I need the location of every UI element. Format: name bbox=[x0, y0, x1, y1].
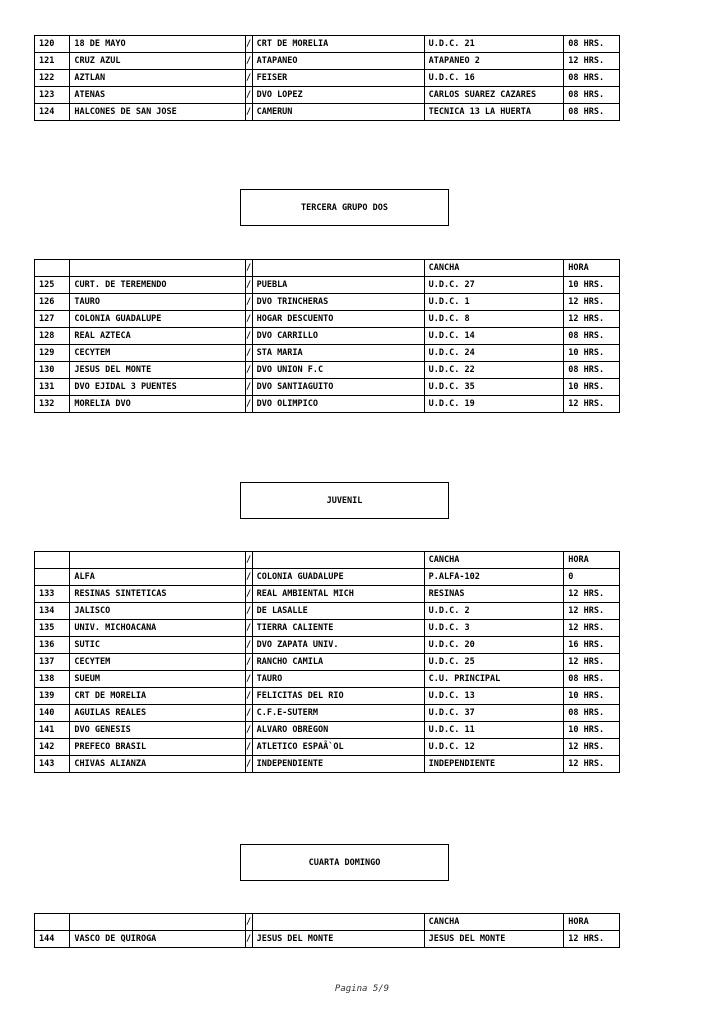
table-body bbox=[35, 260, 620, 413]
away-team-cell: STA MARIA bbox=[252, 345, 424, 362]
table-header-row bbox=[35, 260, 620, 277]
home-team-cell: PREFECO BRASIL bbox=[70, 739, 245, 756]
field-name-cell: U.D.C. 22 bbox=[424, 362, 564, 379]
home-team-cell: 18 DE MAYO bbox=[70, 36, 245, 53]
home-team-cell: VASCO DE QUIROGA bbox=[70, 931, 245, 948]
vs-separator-cell: / bbox=[245, 620, 252, 637]
match-number-cell: 124 bbox=[35, 104, 70, 121]
table-header-row bbox=[35, 552, 620, 569]
match-number-cell: 126 bbox=[35, 294, 70, 311]
table-row bbox=[35, 586, 620, 603]
vs-separator-cell: / bbox=[245, 104, 252, 121]
match-time-cell: HORA bbox=[564, 552, 620, 569]
home-team-cell: CECYTEM bbox=[70, 654, 245, 671]
vs-separator-cell: / bbox=[245, 756, 252, 773]
table-row bbox=[35, 756, 620, 773]
match-time-cell: HORA bbox=[564, 914, 620, 931]
away-team-cell: TIERRA CALIENTE bbox=[252, 620, 424, 637]
field-name-cell: U.D.C. 8 bbox=[424, 311, 564, 328]
table-row bbox=[35, 688, 620, 705]
match-time-cell: 12 HRS. bbox=[564, 53, 620, 70]
vs-separator-cell: / bbox=[245, 603, 252, 620]
home-team-cell bbox=[70, 914, 245, 931]
match-number-cell: 130 bbox=[35, 362, 70, 379]
match-time-cell: 10 HRS. bbox=[564, 722, 620, 739]
match-number-cell: 141 bbox=[35, 722, 70, 739]
schedule-table-cuarta-domingo bbox=[34, 913, 620, 948]
vs-separator-cell: / bbox=[245, 311, 252, 328]
match-time-cell: 12 HRS. bbox=[564, 931, 620, 948]
away-team-cell: RANCHO CAMILA bbox=[252, 654, 424, 671]
schedule-table-juvenil bbox=[34, 551, 620, 773]
field-name-cell: TECNICA 13 LA HUERTA bbox=[424, 104, 564, 121]
field-name-cell: U.D.C. 35 bbox=[424, 379, 564, 396]
away-team-cell bbox=[252, 552, 424, 569]
section-title-box bbox=[240, 482, 449, 519]
match-time-cell: 10 HRS. bbox=[564, 688, 620, 705]
vs-separator-cell: / bbox=[245, 722, 252, 739]
away-team-cell: ATAPANEO bbox=[252, 53, 424, 70]
vs-separator-cell: / bbox=[245, 688, 252, 705]
table-row bbox=[35, 70, 620, 87]
field-name-cell: CARLOS SUAREZ CAZARES bbox=[424, 87, 564, 104]
match-time-cell: 12 HRS. bbox=[564, 396, 620, 413]
vs-separator-cell: / bbox=[245, 53, 252, 70]
match-time-cell: 10 HRS. bbox=[564, 345, 620, 362]
away-team-cell: HOGAR DESCUENTO bbox=[252, 311, 424, 328]
match-number-cell: 139 bbox=[35, 688, 70, 705]
field-name-cell: CANCHA bbox=[424, 260, 564, 277]
home-team-cell: ATENAS bbox=[70, 87, 245, 104]
field-name-cell: RESINAS bbox=[424, 586, 564, 603]
home-team-cell: SUTIC bbox=[70, 637, 245, 654]
match-number-cell: 122 bbox=[35, 70, 70, 87]
field-name-cell: U.D.C. 13 bbox=[424, 688, 564, 705]
section-title: JUVENIL bbox=[326, 495, 363, 506]
vs-separator-cell: / bbox=[245, 36, 252, 53]
vs-separator-cell: / bbox=[245, 914, 252, 931]
match-number-cell: 137 bbox=[35, 654, 70, 671]
field-name-cell: U.D.C. 21 bbox=[424, 36, 564, 53]
home-team-cell: CHIVAS ALIANZA bbox=[70, 756, 245, 773]
match-number-cell: 123 bbox=[35, 87, 70, 104]
match-time-cell: 08 HRS. bbox=[564, 36, 620, 53]
match-number-cell: 129 bbox=[35, 345, 70, 362]
match-number-cell: 120 bbox=[35, 36, 70, 53]
field-name-cell: C.U. PRINCIPAL bbox=[424, 671, 564, 688]
away-team-cell: DVO ZAPATA UNIV. bbox=[252, 637, 424, 654]
vs-separator-cell: / bbox=[245, 705, 252, 722]
schedule-table-continuation bbox=[34, 35, 620, 121]
match-time-cell: 08 HRS. bbox=[564, 671, 620, 688]
home-team-cell: COLONIA GUADALUPE bbox=[70, 311, 245, 328]
away-team-cell: DVO UNION F.C bbox=[252, 362, 424, 379]
field-name-cell: U.D.C. 12 bbox=[424, 739, 564, 756]
vs-separator-cell: / bbox=[245, 277, 252, 294]
vs-separator-cell: / bbox=[245, 87, 252, 104]
match-time-cell: 12 HRS. bbox=[564, 739, 620, 756]
field-name-cell: U.D.C. 19 bbox=[424, 396, 564, 413]
match-time-cell: 12 HRS. bbox=[564, 620, 620, 637]
away-team-cell: DVO LOPEZ bbox=[252, 87, 424, 104]
match-time-cell: 08 HRS. bbox=[564, 328, 620, 345]
away-team-cell: ATLETICO ESPAÃ`OL bbox=[252, 739, 424, 756]
table-body bbox=[35, 36, 620, 121]
home-team-cell: CRT DE MORELIA bbox=[70, 688, 245, 705]
table-row bbox=[35, 362, 620, 379]
field-name-cell: U.D.C. 11 bbox=[424, 722, 564, 739]
home-team-cell: DVO EJIDAL 3 PUENTES bbox=[70, 379, 245, 396]
vs-separator-cell: / bbox=[245, 345, 252, 362]
match-number-cell: 132 bbox=[35, 396, 70, 413]
schedule-table-tercera-grupo-dos bbox=[34, 259, 620, 413]
table-row bbox=[35, 345, 620, 362]
match-number-cell: 144 bbox=[35, 931, 70, 948]
field-name-cell: P.ALFA-102 bbox=[424, 569, 564, 586]
table-row bbox=[35, 294, 620, 311]
away-team-cell: COLONIA GUADALUPE bbox=[252, 569, 424, 586]
vs-separator-cell: / bbox=[245, 328, 252, 345]
vs-separator-cell: / bbox=[245, 260, 252, 277]
section-title-box bbox=[240, 189, 449, 226]
vs-separator-cell: / bbox=[245, 586, 252, 603]
vs-separator-cell: / bbox=[245, 931, 252, 948]
vs-separator-cell: / bbox=[245, 552, 252, 569]
away-team-cell: PUEBLA bbox=[252, 277, 424, 294]
vs-separator-cell: / bbox=[245, 379, 252, 396]
match-time-cell: 12 HRS. bbox=[564, 654, 620, 671]
field-name-cell: U.D.C. 3 bbox=[424, 620, 564, 637]
home-team-cell: JALISCO bbox=[70, 603, 245, 620]
match-time-cell: 10 HRS. bbox=[564, 379, 620, 396]
vs-separator-cell: / bbox=[245, 362, 252, 379]
home-team-cell: REAL AZTECA bbox=[70, 328, 245, 345]
table-row bbox=[35, 87, 620, 104]
table-row bbox=[35, 705, 620, 722]
home-team-cell: AZTLAN bbox=[70, 70, 245, 87]
table-row bbox=[35, 277, 620, 294]
away-team-cell: C.F.E-SUTERM bbox=[252, 705, 424, 722]
table-row bbox=[35, 637, 620, 654]
match-time-cell: 10 HRS. bbox=[564, 277, 620, 294]
home-team-cell: CURT. DE TEREMENDO bbox=[70, 277, 245, 294]
field-name-cell: U.D.C. 24 bbox=[424, 345, 564, 362]
match-time-cell: 0 bbox=[564, 569, 620, 586]
field-name-cell: CANCHA bbox=[424, 552, 564, 569]
table-row bbox=[35, 931, 620, 948]
home-team-cell bbox=[70, 260, 245, 277]
match-time-cell: 12 HRS. bbox=[564, 603, 620, 620]
match-time-cell: HORA bbox=[564, 260, 620, 277]
away-team-cell: FEISER bbox=[252, 70, 424, 87]
match-time-cell: 16 HRS. bbox=[564, 637, 620, 654]
match-number-cell: 143 bbox=[35, 756, 70, 773]
home-team-cell: ALFA bbox=[70, 569, 245, 586]
home-team-cell: SUEUM bbox=[70, 671, 245, 688]
home-team-cell: RESINAS SINTETICAS bbox=[70, 586, 245, 603]
home-team-cell: TAURO bbox=[70, 294, 245, 311]
table-row bbox=[35, 654, 620, 671]
vs-separator-cell: / bbox=[245, 294, 252, 311]
field-name-cell: U.D.C. 14 bbox=[424, 328, 564, 345]
match-number-cell: 138 bbox=[35, 671, 70, 688]
table-row bbox=[35, 53, 620, 70]
match-number-cell: 140 bbox=[35, 705, 70, 722]
section-title: TERCERA GRUPO DOS bbox=[301, 202, 388, 213]
away-team-cell: FELICITAS DEL RIO bbox=[252, 688, 424, 705]
table-row bbox=[35, 722, 620, 739]
away-team-cell: CAMERUN bbox=[252, 104, 424, 121]
match-time-cell: 08 HRS. bbox=[564, 705, 620, 722]
match-time-cell: 08 HRS. bbox=[564, 70, 620, 87]
match-time-cell: 08 HRS. bbox=[564, 104, 620, 121]
section-title-box bbox=[240, 844, 449, 881]
home-team-cell: MORELIA DVO bbox=[70, 396, 245, 413]
vs-separator-cell: / bbox=[245, 569, 252, 586]
away-team-cell bbox=[252, 914, 424, 931]
match-number-cell bbox=[35, 552, 70, 569]
field-name-cell: U.D.C. 16 bbox=[424, 70, 564, 87]
match-time-cell: 12 HRS. bbox=[564, 311, 620, 328]
match-number-cell: 127 bbox=[35, 311, 70, 328]
away-team-cell: JESUS DEL MONTE bbox=[252, 931, 424, 948]
field-name-cell: U.D.C. 37 bbox=[424, 705, 564, 722]
away-team-cell: DVO SANTIAGUITO bbox=[252, 379, 424, 396]
table-row bbox=[35, 379, 620, 396]
home-team-cell: JESUS DEL MONTE bbox=[70, 362, 245, 379]
away-team-cell bbox=[252, 260, 424, 277]
match-number-cell: 135 bbox=[35, 620, 70, 637]
field-name-cell: ATAPANEO 2 bbox=[424, 53, 564, 70]
match-time-cell: 08 HRS. bbox=[564, 87, 620, 104]
vs-separator-cell: / bbox=[245, 739, 252, 756]
away-team-cell: DVO TRINCHERAS bbox=[252, 294, 424, 311]
vs-separator-cell: / bbox=[245, 396, 252, 413]
home-team-cell bbox=[70, 552, 245, 569]
field-name-cell: JESUS DEL MONTE bbox=[424, 931, 564, 948]
match-number-cell: 128 bbox=[35, 328, 70, 345]
section-title: CUARTA DOMINGO bbox=[308, 857, 381, 868]
away-team-cell: CRT DE MORELIA bbox=[252, 36, 424, 53]
vs-separator-cell: / bbox=[245, 654, 252, 671]
table-body bbox=[35, 914, 620, 948]
home-team-cell: DVO GENESIS bbox=[70, 722, 245, 739]
match-time-cell: 12 HRS. bbox=[564, 294, 620, 311]
match-number-cell bbox=[35, 569, 70, 586]
table-row bbox=[35, 311, 620, 328]
match-number-cell: 142 bbox=[35, 739, 70, 756]
field-name-cell: CANCHA bbox=[424, 914, 564, 931]
home-team-cell: HALCONES DE SAN JOSE bbox=[70, 104, 245, 121]
table-header-row bbox=[35, 914, 620, 931]
match-time-cell: 12 HRS. bbox=[564, 756, 620, 773]
away-team-cell: ALVARO OBREGON bbox=[252, 722, 424, 739]
table-row bbox=[35, 620, 620, 637]
away-team-cell: INDEPENDIENTE bbox=[252, 756, 424, 773]
away-team-cell: TAURO bbox=[252, 671, 424, 688]
table-row bbox=[35, 569, 620, 586]
home-team-cell: UNIV. MICHOACANA bbox=[70, 620, 245, 637]
table-row bbox=[35, 739, 620, 756]
field-name-cell: U.D.C. 20 bbox=[424, 637, 564, 654]
field-name-cell: U.D.C. 1 bbox=[424, 294, 564, 311]
match-number-cell: 133 bbox=[35, 586, 70, 603]
field-name-cell: U.D.C. 2 bbox=[424, 603, 564, 620]
home-team-cell: CRUZ AZUL bbox=[70, 53, 245, 70]
match-number-cell: 131 bbox=[35, 379, 70, 396]
away-team-cell: DVO CARRILLO bbox=[252, 328, 424, 345]
match-number-cell: 136 bbox=[35, 637, 70, 654]
table-body bbox=[35, 552, 620, 773]
table-row bbox=[35, 36, 620, 53]
field-name-cell: U.D.C. 25 bbox=[424, 654, 564, 671]
match-number-cell: 134 bbox=[35, 603, 70, 620]
home-team-cell: CECYTEM bbox=[70, 345, 245, 362]
match-time-cell: 12 HRS. bbox=[564, 586, 620, 603]
page-footer: Pagina 5/9 bbox=[334, 984, 390, 994]
vs-separator-cell: / bbox=[245, 70, 252, 87]
field-name-cell: INDEPENDIENTE bbox=[424, 756, 564, 773]
table-row bbox=[35, 603, 620, 620]
match-number-cell: 121 bbox=[35, 53, 70, 70]
match-number-cell bbox=[35, 914, 70, 931]
away-team-cell: DVO OLIMPICO bbox=[252, 396, 424, 413]
home-team-cell: AGUILAS REALES bbox=[70, 705, 245, 722]
vs-separator-cell: / bbox=[245, 637, 252, 654]
match-number-cell bbox=[35, 260, 70, 277]
match-number-cell: 125 bbox=[35, 277, 70, 294]
table-row bbox=[35, 396, 620, 413]
away-team-cell: DE LASALLE bbox=[252, 603, 424, 620]
away-team-cell: REAL AMBIENTAL MICH bbox=[252, 586, 424, 603]
field-name-cell: U.D.C. 27 bbox=[424, 277, 564, 294]
table-row bbox=[35, 671, 620, 688]
vs-separator-cell: / bbox=[245, 671, 252, 688]
table-row bbox=[35, 104, 620, 121]
match-time-cell: 08 HRS. bbox=[564, 362, 620, 379]
table-row bbox=[35, 328, 620, 345]
